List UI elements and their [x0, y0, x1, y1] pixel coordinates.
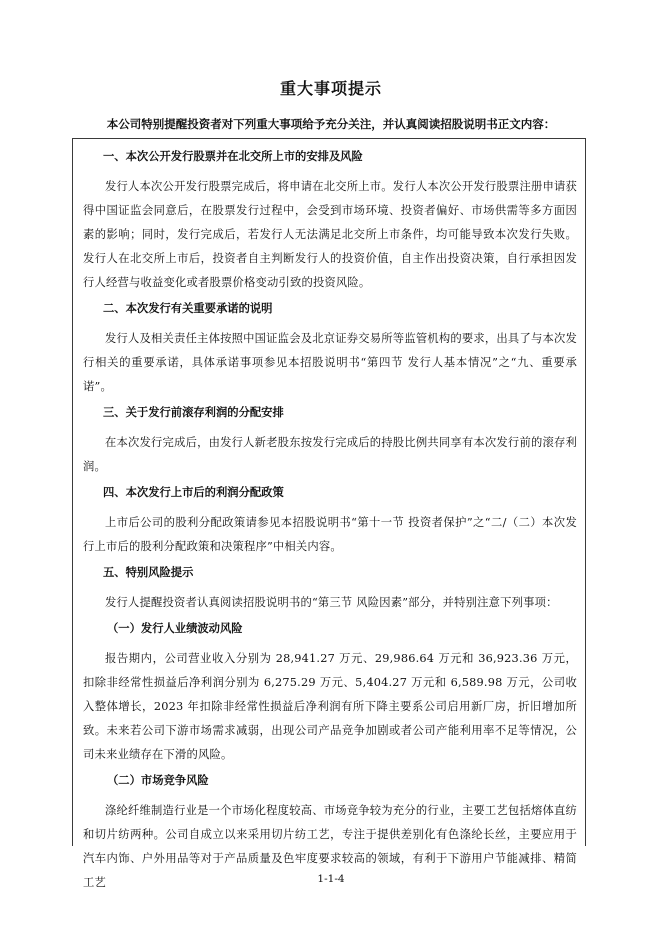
subsection-text-performance-risk: 报告期内，公司营业收入分别为 28,941.27 万元、29,986.64 万元和 36,923.36 万元，扣除非经常性损益后净利润分别为 6,275.29 万元、5,404.27 万元和 6,589.98 万元，公司收入整体增长，2023 年扣除非经常性损益后净利润有所下降主要系公司启用新厂房，折旧增加所致。未来若公司下游市场需求减弱，出现公司产品竞争加剧或者公司产能利用率不足等情况，公司未来业绩存在下滑的风险。 [83, 652, 577, 761]
section-text-risk-notice: 发行人提醒投资者认真阅读招股说明书的“第三节 风险因素”部分，并特别注意下列事项： [105, 596, 558, 609]
section-heading-retained-profit: 三、关于发行前滚存利润的分配安排 [103, 406, 284, 419]
section-heading-commitments: 二、本次发行有关重要承诺的说明 [103, 302, 273, 315]
page-title: 重大事项提示 [279, 79, 382, 98]
section-text-commitments: 发行人及相关责任主体按照中国证监会及北京证券交易所等监管机构的要求，出具了与本次发行相关的重要承诺，具体承诺事项参见本招股说明书“第四节 发行人基本情况”之“九、重要承诺”。 [83, 332, 577, 393]
section-heading-risk-notice: 五、特别风险提示 [103, 566, 194, 579]
page-number: 1-1-4 [317, 873, 345, 885]
subsection-text-competition-risk: 涤纶纤维制造行业是一个市场化程度较高、市场竞争较为充分的行业，主要工艺包括熔体直纺和切片纺两种。公司自成立以来采用切片纺工艺，专注于提供差别化有色涤纶长丝，主要应用于汽车内饰、户外用品等对于产品质量及色牢度要求较高的领域，有利于下游用户节能减排、精简工艺 [83, 804, 577, 889]
section-text-dividend-policy: 上市后公司的股利分配政策请参见本招股说明书“第十一节 投资者保护”之“二/（二）本次发行上市后的股利分配政策和决策程序”中相关内容。 [83, 516, 577, 553]
section-heading-listing: 一、本次公开发行股票并在北交所上市的安排及风险 [103, 150, 363, 163]
subsection-heading-competition-risk: （二）市场竞争风险 [107, 774, 209, 787]
subsection-heading-performance-risk: （一）发行人业绩波动风险 [107, 622, 243, 635]
section-text-listing: 发行人本次公开发行股票完成后，将申请在北交所上市。发行人本次公开发行股票注册申请获得中国证监会同意后，在股票发行过程中，会受到市场环境、投资者偏好、市场供需等多方面因素的影响；同时，发行完成后，若发行人无法满足北交所上市条件，均可能导致本次发行失败。发行人在北交所上市后，投资者自主判断发行人的投资价值，自主作出投资决策，自行承担因发行人经营与收益变化或者股票价格变动引致的投资风险。 [83, 180, 577, 289]
intro-notice: 本公司特别提醒投资者对下列重大事项给予充分关注，并认真阅读招股说明书正文内容： [106, 117, 556, 131]
section-text-retained-profit: 在本次发行完成后，由发行人新老股东按发行完成后的持股比例共同享有本次发行前的滚存利润。 [83, 436, 577, 473]
section-heading-dividend-policy: 四、本次发行上市后的利润分配政策 [103, 486, 284, 499]
